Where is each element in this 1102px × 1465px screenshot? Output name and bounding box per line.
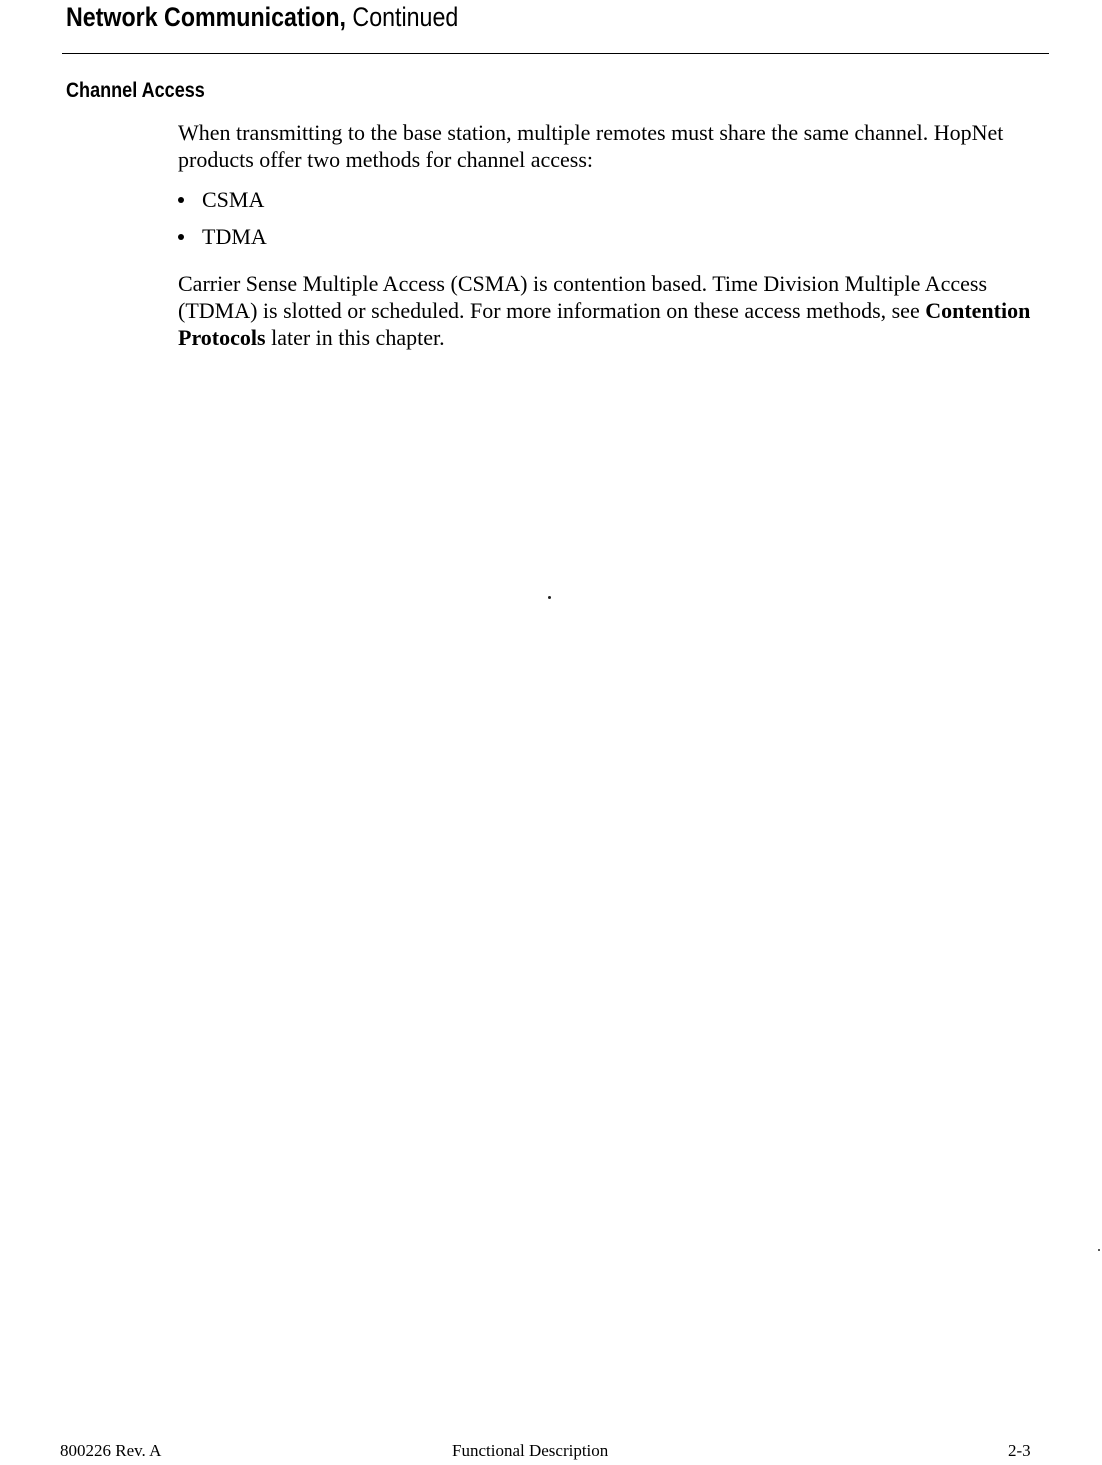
footer-section-name: Functional Description bbox=[452, 1441, 609, 1460]
list-item-label: TDMA bbox=[202, 224, 267, 249]
paragraph-description-end: later in this chapter. bbox=[265, 325, 445, 350]
paragraph-description bbox=[178, 270, 1048, 351]
footer-document-number: 800226 Rev. A bbox=[60, 1441, 162, 1460]
scan-speck bbox=[1098, 1249, 1100, 1251]
cross-reference: Contention Protocols bbox=[178, 298, 1031, 350]
list-item bbox=[178, 186, 267, 213]
page-title-main: Network Communication, bbox=[66, 2, 346, 32]
section-heading: Channel Access bbox=[66, 79, 205, 102]
paragraph-intro: When transmitting to the base station, multiple remotes must share the same channel. HopNet products offer two methods for channel access: bbox=[178, 120, 1004, 172]
bullet-icon bbox=[178, 234, 184, 240]
footer-page-number: 2-3 bbox=[1008, 1441, 1031, 1460]
header-divider bbox=[62, 53, 1049, 54]
list-item bbox=[178, 223, 267, 250]
page-title-continued: Continued bbox=[352, 2, 459, 32]
access-methods-list bbox=[178, 186, 267, 260]
list-item-label: CSMA bbox=[202, 187, 265, 212]
scan-speck bbox=[548, 596, 551, 599]
page-title bbox=[66, 0, 458, 34]
paragraph-description-text: Carrier Sense Multiple Access (CSMA) is contention based. Time Division Multiple Access (TDMA) is slotted or scheduled. For more information on these access methods, see bbox=[178, 271, 988, 323]
bullet-icon bbox=[178, 197, 184, 203]
